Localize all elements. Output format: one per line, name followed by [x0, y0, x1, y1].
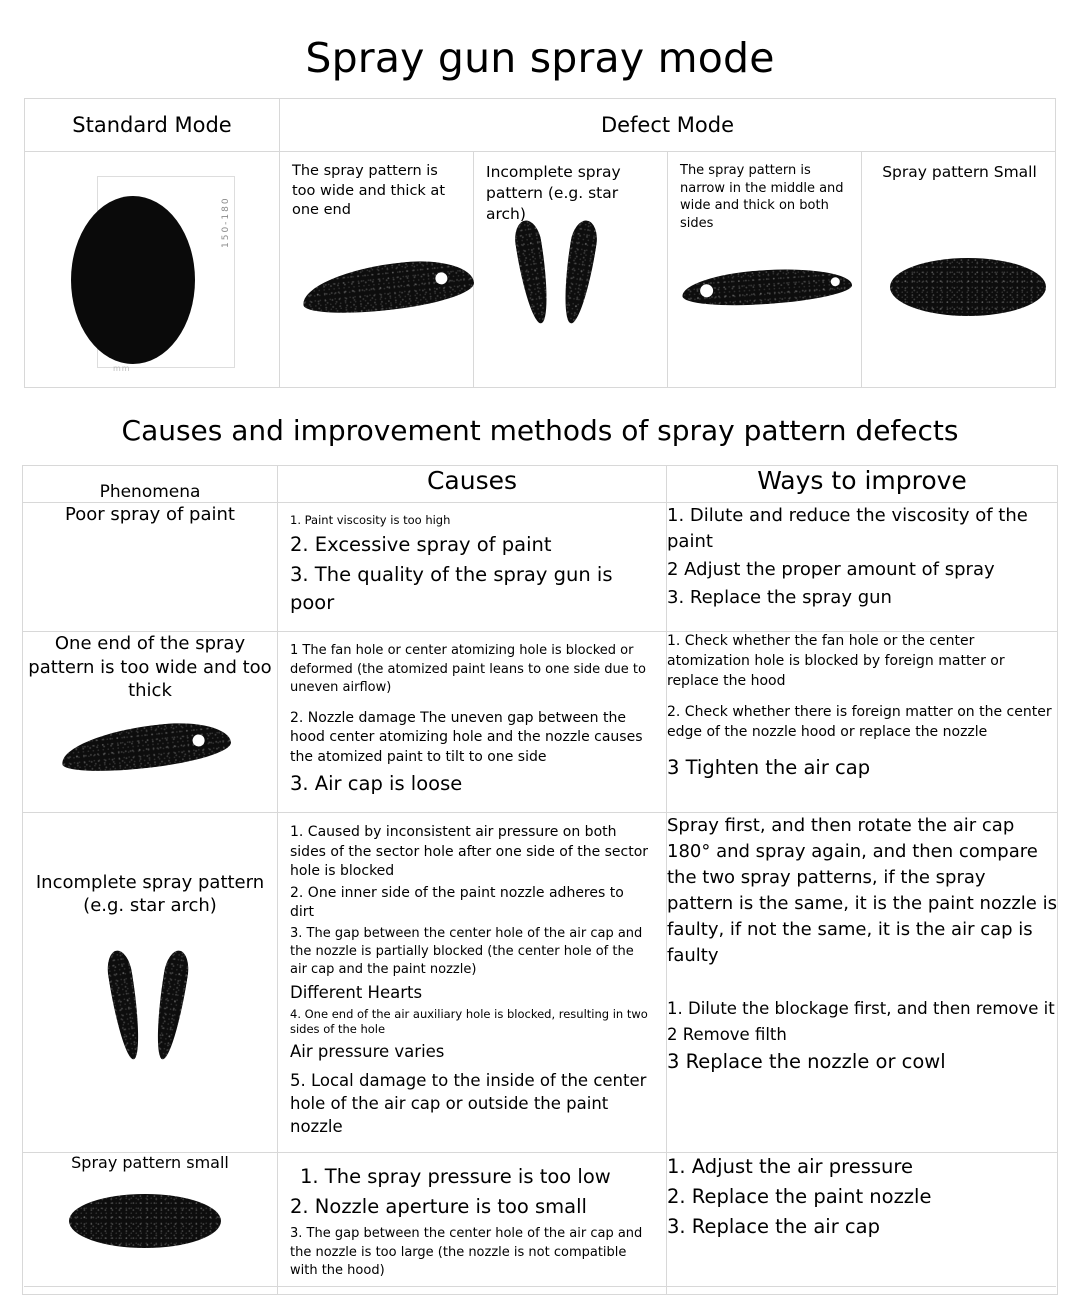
way-item: 3 Tighten the air cap	[667, 756, 871, 780]
ways-cell-4	[667, 1152, 1058, 1294]
ways-paragraph: Spray first, and then rotate the air cap 180° and spray again, and then compare the two spray patterns, if the spray pattern is the same, it is the paint nozzle is faulty, if not the same, it is the air cap is faulty	[667, 814, 1057, 967]
ways-cell-1	[667, 503, 1058, 632]
spray-mode-table	[24, 98, 1056, 388]
way-item: 2 Adjust the proper amount of spray	[667, 559, 995, 581]
cause-item: Different Hearts	[290, 983, 423, 1003]
shape-wide-one-end	[300, 255, 476, 319]
shape-arch-left	[105, 949, 146, 1061]
dimension-label-vertical: 150-180	[221, 196, 231, 248]
causes-table-header-row	[23, 466, 1058, 503]
cause-item: 2. Excessive spray of paint	[290, 532, 552, 556]
way-item: 2. Check whether there is foreign matter on the center edge of the nozzle hood or replace the nozzle	[667, 704, 1052, 740]
col-header-phenomena: Phenomena	[23, 466, 278, 503]
table-row	[23, 503, 1058, 632]
way-item: 3. Replace the spray gun	[667, 587, 892, 609]
shape-arch-right	[558, 219, 600, 326]
cause-item: 2. Nozzle damage The uneven gap between the hood center atomizing hole and the nozzle causes the atomized paint to tilt to one side	[290, 709, 643, 766]
phenomenon-label-3: Incomplete spray pattern (e.g. star arch)	[35, 871, 265, 917]
causes-cell-3	[278, 812, 667, 1152]
ways-cell-2	[667, 632, 1058, 813]
cause-item: 5. Local damage to the inside of the center hole of the air cap or outside the paint nozzle	[290, 1070, 647, 1136]
phenomenon-label-4: Spray pattern small	[71, 1152, 229, 1172]
page-title: Spray gun spray mode	[305, 34, 775, 82]
cause-item: 1. The spray pressure is too low	[300, 1164, 611, 1188]
shape-wide-one-end	[59, 718, 232, 778]
table-row	[23, 632, 1058, 813]
nozzle-hole	[435, 272, 448, 285]
way-item: 1. Dilute the blockage first, and then remove it	[667, 999, 1055, 1019]
cause-item: 2. Nozzle aperture is too small	[290, 1195, 587, 1219]
defect-wide-end-figure	[280, 152, 473, 387]
phenomenon-figure-3	[75, 932, 225, 1092]
col-header-causes: Causes	[278, 466, 667, 503]
cause-item: Air pressure varies	[290, 1041, 445, 1061]
phenomenon-cell-3	[23, 812, 278, 1152]
cell-defect-star-arch	[474, 152, 668, 388]
cause-item: 2. One inner side of the paint nozzle adheres to dirt	[290, 884, 624, 921]
standard-spray-oval	[71, 196, 195, 364]
defect-narrow-middle-figure	[668, 152, 861, 387]
caption-defect-4: Spray pattern Small	[882, 163, 1037, 181]
causes-list-3	[278, 813, 666, 1152]
defect-small-pattern-figure	[862, 152, 1055, 387]
way-item: 2. Replace the paint nozzle	[667, 1185, 932, 1209]
phenomenon-cell-4	[23, 1152, 278, 1294]
table-row	[23, 1152, 1058, 1294]
shape-arch-left	[512, 219, 554, 326]
causes-cell-1	[278, 503, 667, 632]
cause-item: 3. The gap between the center hole of the air cap and the nozzle is partially blocked (the center hole of the air cap and the paint nozzle)	[290, 925, 643, 978]
causes-list-4	[278, 1153, 666, 1294]
col-header-ways: Ways to improve	[667, 466, 1058, 503]
phenomenon-cell-1	[23, 503, 278, 632]
cause-item: 3. The gap between the center hole of the air cap and the nozzle is too large (the nozzle is not compatible with the hood)	[290, 1226, 643, 1278]
caption-defect-1: The spray pattern is too wide and thick at one end	[292, 163, 446, 219]
shape-arch-right	[151, 949, 192, 1061]
nozzle-hole-left	[700, 284, 714, 298]
phenomenon-figure-4	[55, 1188, 245, 1258]
cause-item: 1. Paint viscosity is too high	[290, 513, 451, 527]
nozzle-hole-right	[830, 277, 840, 287]
cause-item: 1. Caused by inconsistent air pressure on both sides of the sector hole after one side of the sector hole is blocked	[290, 823, 649, 880]
way-item: 2 Remove filth	[667, 1024, 787, 1044]
phenomenon-cell-2	[23, 632, 278, 813]
caption-defect-3: The spray pattern is narrow in the middle and wide and thick on both sides	[680, 163, 844, 231]
section-title: Causes and improvement methods of spray pattern defects	[121, 414, 959, 447]
way-item: 3. Replace the air cap	[667, 1215, 880, 1239]
phenomenon-figure-2	[57, 716, 243, 778]
cause-item: 4. One end of the air auxiliary hole is blocked, resulting in two sides of the hole	[290, 1006, 648, 1037]
table-row	[23, 812, 1058, 1152]
way-item: 1. Check whether the fan hole or the center atomization hole is blocked by foreign matter or replace the hood	[667, 633, 1005, 689]
top-table-header-row	[25, 99, 1056, 152]
cause-item: 1 The fan hole or center atomizing hole is blocked or deformed (the atomized paint leans to one side due to uneven airflow)	[290, 643, 646, 695]
shape-small-pattern	[890, 258, 1046, 316]
cell-defect-small-pattern	[862, 152, 1056, 388]
dimension-label-bottom: mm	[113, 364, 131, 373]
causes-list-2	[278, 632, 666, 812]
phenomenon-label-1: Poor spray of paint	[65, 504, 235, 525]
header-standard-mode: Standard Mode	[25, 99, 280, 152]
standard-mode-figure	[25, 152, 279, 387]
cell-defect-narrow-middle	[668, 152, 862, 388]
causes-cell-2	[278, 632, 667, 813]
cause-item: 3. Air cap is loose	[290, 771, 463, 795]
way-item: 1. Adjust the air pressure	[667, 1154, 913, 1178]
cell-defect-wide-end	[280, 152, 474, 388]
top-table-body-row	[25, 152, 1056, 388]
way-item: 1. Dilute and reduce the viscosity of the paint	[667, 505, 1028, 553]
shape-small-pattern	[69, 1194, 221, 1248]
causes-list-1	[278, 503, 666, 631]
phenomenon-label-2: One end of the spray pattern is too wide and too thick	[28, 633, 272, 702]
causes-cell-4	[278, 1152, 667, 1294]
defect-star-arch-figure	[474, 152, 667, 387]
way-item: 3 Replace the nozzle or cowl	[667, 1049, 946, 1073]
cause-item: 3. The quality of the spray gun is poor	[290, 562, 613, 615]
bottom-divider	[24, 1286, 1056, 1287]
cell-standard-mode	[25, 152, 280, 388]
ways-cell-3	[667, 812, 1058, 1152]
causes-table	[22, 465, 1058, 1295]
shape-narrow-middle	[681, 264, 853, 310]
nozzle-hole	[192, 734, 205, 747]
caption-defect-2: Incomplete spray pattern (e.g. star arch)	[486, 163, 621, 223]
header-defect-mode: Defect Mode	[280, 99, 1056, 152]
